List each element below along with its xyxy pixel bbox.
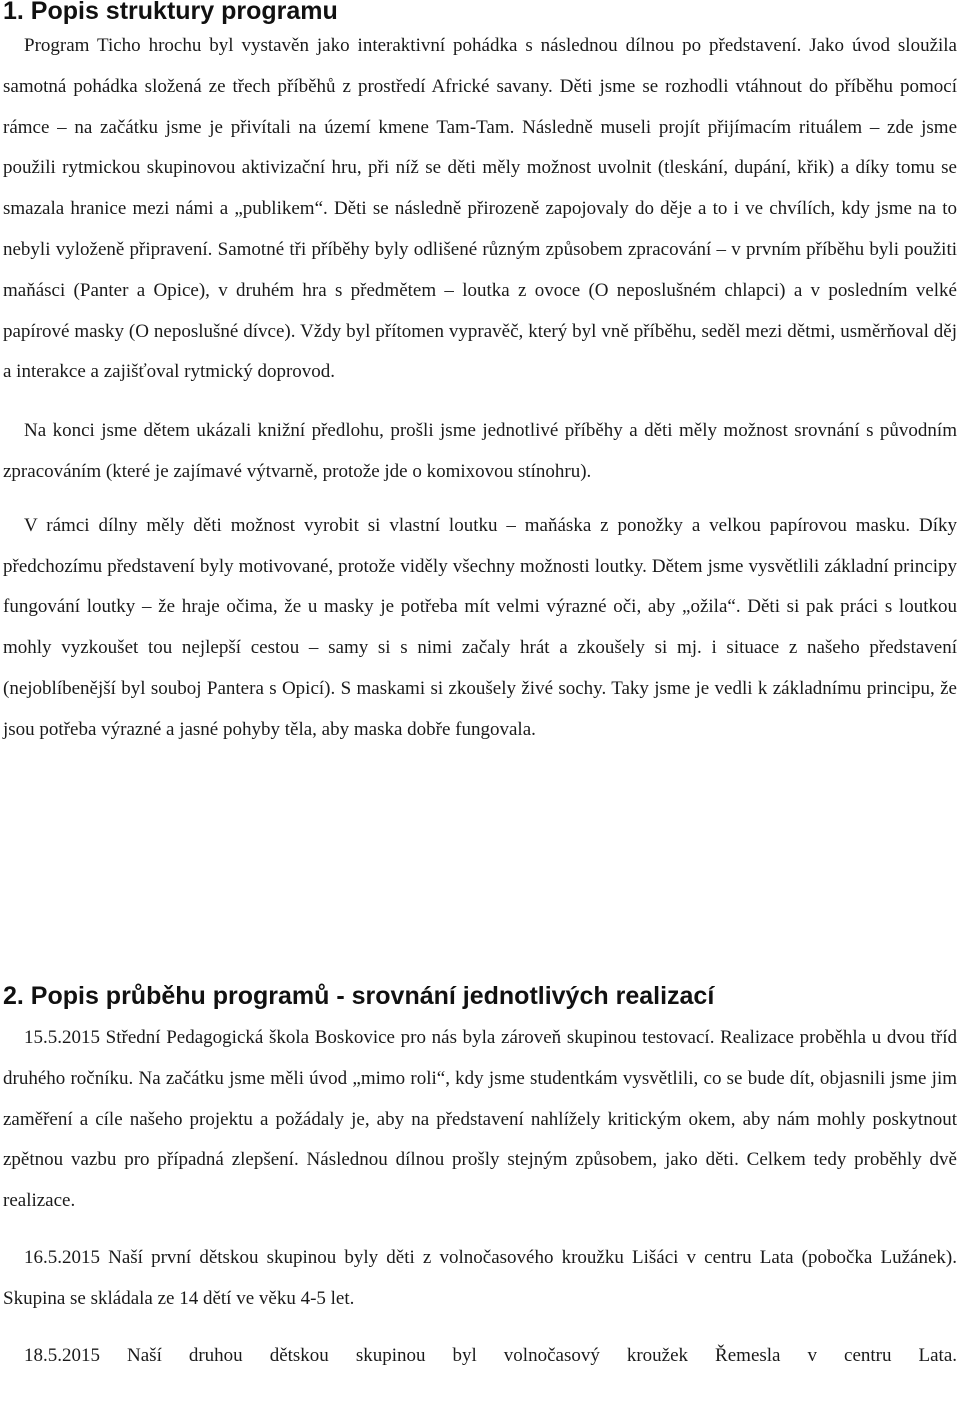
paragraph-realization-lisaci: 16.5.2015 Naší první dětskou skupinou byly děti z volnočasového kroužku Lišáci v centru Lata (pobočka Lužánek). Skupina se skládala ze 14 dětí ve věku 4-5 let. xyxy=(3,1246,957,1309)
section-2-body xyxy=(3,1018,957,1376)
paragraph-realization-remesla: 18.5.2015 Naší druhou dětskou skupinou byl volnočasový kroužek Řemesla v centru Lata. xyxy=(24,1344,957,1366)
section-1-heading: 1. Popis struktury programu xyxy=(3,0,338,25)
section-1-body xyxy=(3,26,957,751)
paragraph-realization-boskovice: 15.5.2015 Střední Pedagogická škola Boskovice pro nás byla zároveň skupinou testovací. Realizace proběhla u dvou tříd druhého ročníku. Na začátku jsme měli úvod „mimo roli“, kdy jsme studentkám vysvětlili, co se bude dít, objasnili jsme jim zaměření a cíle našeho projektu a požádaly je, aby na představení nahlížely kritickým okem, aby nám mohly poskytnout zpětnou vazbu pro případná zlepšení. Následnou dílnou prošly stejným způsobem, jako děti. Celkem tedy proběhly dvě realizace. xyxy=(3,1027,957,1212)
paragraph-workshop: V rámci dílny měly děti možnost vyrobit si vlastní loutku – maňáska z ponožky a velkou papírovou masku. Díky předchozímu představení byly motivované, protože viděly všechny možnosti loutky. Dětem jsme vysvětlili základní principy fungování loutky – že hraje očima, že u masky je potřeba mít velmi výrazné oči, aby „ožila“. Děti si pak práci s loutkou mohly vyzkoušet tou nejlepší cestou – samy si s nimi začaly hrát a zkoušely si mj. i situace z našeho představení (nejoblíbenější byl souboj Pantera s Opicí). S maskami si zkoušely živé sochy. Taky jsme je vedli k základnímu principu, že jsou potřeba výrazné a jasné pohyby těla, aby maska dobře fungovala. xyxy=(3,514,957,740)
paragraph-story-structure: Program Ticho hrochu byl vystavěn jako interaktivní pohádka s následnou dílnou po představení. Jako úvod sloužila samotná pohádka složená ze třech příběhů z prostředí Africké savany. Děti jsme se rozhodli vtáhnout do příběhu pomocí rámce – na začátku jsme je přivítali na území kmene Tam-Tam. Následně museli projít přijímacím rituálem – zde jsme použili rytmickou skupinovou aktivizační hru, při níž se děti měly možnost uvolnit (tleskání, dupání, křik) a díky tomu se smazala hranice mezi námi a „publikem“. Děti se následně přirozeně zapojovaly do děje a to i ve chvílích, kdy jsme na to nebyli vyloženě připravení. Samotné tři příběhy byly odlišené různým způsobem zpracování – v prvním příběhu byli použiti maňásci (Panter a Opice), v druhém hra s předmětem – loutka z ovoce (O neposlušném chlapci) a v posledním velké papírové masky (O neposlušné dívce). Vždy byl přítomen vypravěč, který byl vně příběhu, seděl mezi dětmi, usměrňoval děj a interakce a zajišťoval rytmický doprovod. xyxy=(3,35,957,383)
paragraph-book-presentation: Na konci jsme dětem ukázali knižní předlohu, prošli jsme jednotlivé příběhy a děti měly možnost srovnání s původním zpracováním (které je zajímavé výtvarně, protože jde o komixovou stínohru). xyxy=(3,420,957,482)
section-2-heading: 2. Popis průběhu programů - srovnání jednotlivých realizací xyxy=(3,982,715,1010)
